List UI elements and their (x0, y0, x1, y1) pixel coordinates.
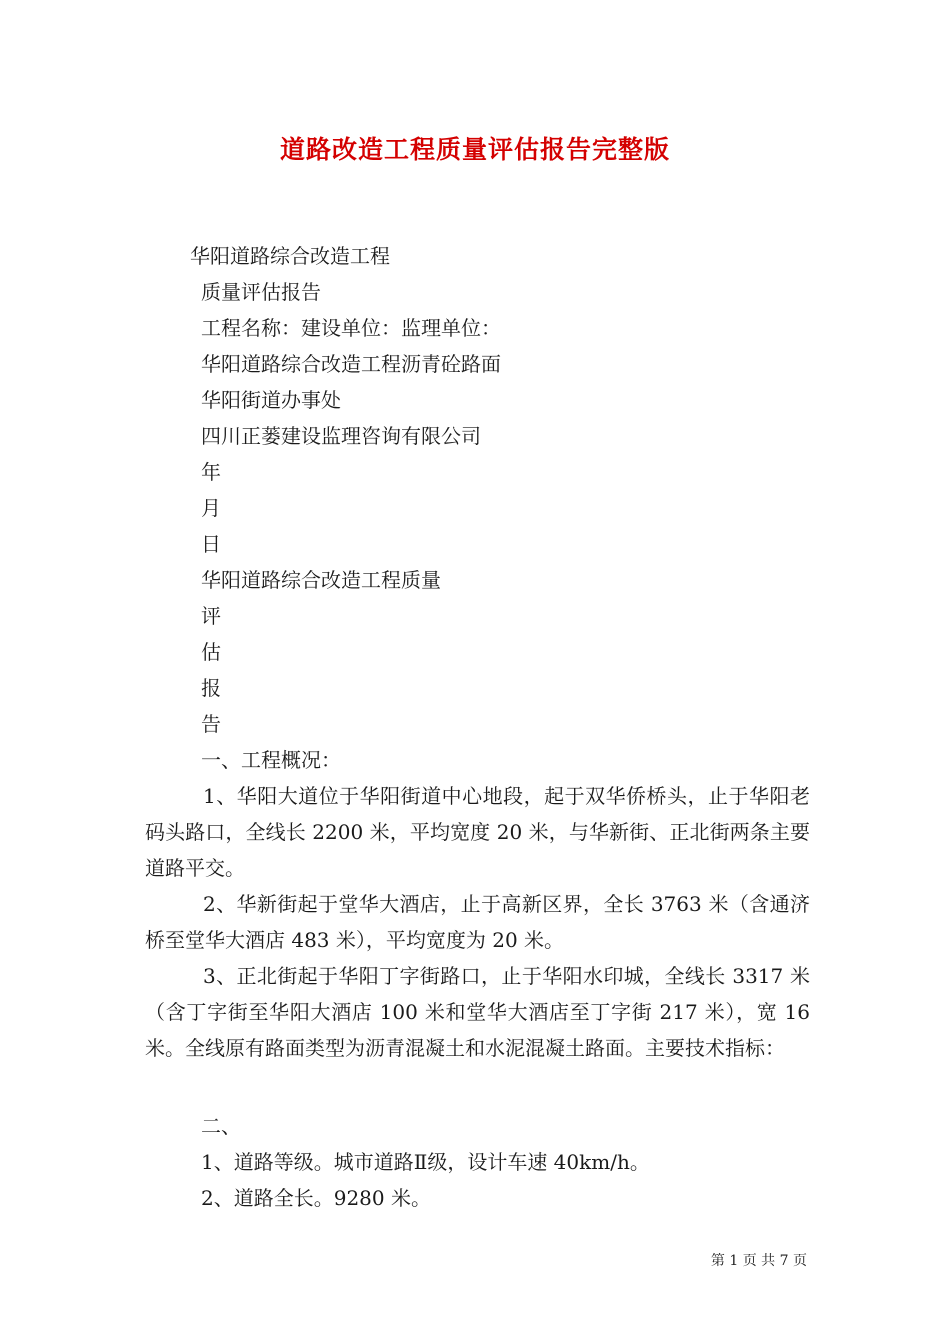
text-line: 1、道路等级。城市道路Ⅱ级，设计车速 40km/h。 (201, 1150, 650, 1174)
text-line: 华阳道路综合改造工程沥青砼路面 (201, 352, 501, 376)
text-line: 估 (201, 640, 221, 664)
paragraph: 2、华新街起于堂华大酒店，止于高新区界，全长 3763 米（含通济桥至堂华大酒店 483 米），平均宽度为 20 米。 (145, 892, 810, 952)
text-line: 质量评估报告 (201, 280, 321, 304)
text-line: 日 (201, 532, 221, 556)
text-line: 工程名称：建设单位：监理单位： (201, 316, 501, 340)
page-number: 第 1 页 共 7 页 (710, 1253, 807, 1269)
text-line: 月 (201, 496, 221, 520)
text-line: 告 (201, 712, 221, 736)
section-heading: 一、工程概况： (201, 748, 341, 772)
text-line: 华阳道路综合改造工程 (190, 244, 390, 268)
text-line: 年 (201, 460, 221, 484)
text-line: 报 (201, 676, 221, 700)
text-line: 华阳道路综合改造工程质量 (201, 568, 441, 592)
text-line: 华阳街道办事处 (201, 388, 341, 412)
document-title: 道路改造工程质量评估报告完整版 (279, 135, 670, 164)
paragraph: 3、正北街起于华阳丁字街路口，止于华阳水印城，全线长 3317 米（含丁字街至华阳大酒店 100 米和堂华大酒店至丁字街 217 米），宽 16 米。全线原有路面类型为沥青混凝土和水泥混凝土路面。主要技术指标： (145, 964, 810, 1060)
text-line: 四川正蒌建设监理咨询有限公司 (201, 424, 481, 448)
text-line: 2、道路全长。9280 米。 (201, 1186, 431, 1210)
paragraph: 1、华阳大道位于华阳街道中心地段，起于双华侨桥头，止于华阳老码头路口，全线长 2200 米，平均宽度 20 米，与华新街、正北街两条主要道路平交。 (145, 784, 810, 880)
section-heading: 二、 (201, 1114, 241, 1138)
text-line: 评 (201, 604, 221, 628)
